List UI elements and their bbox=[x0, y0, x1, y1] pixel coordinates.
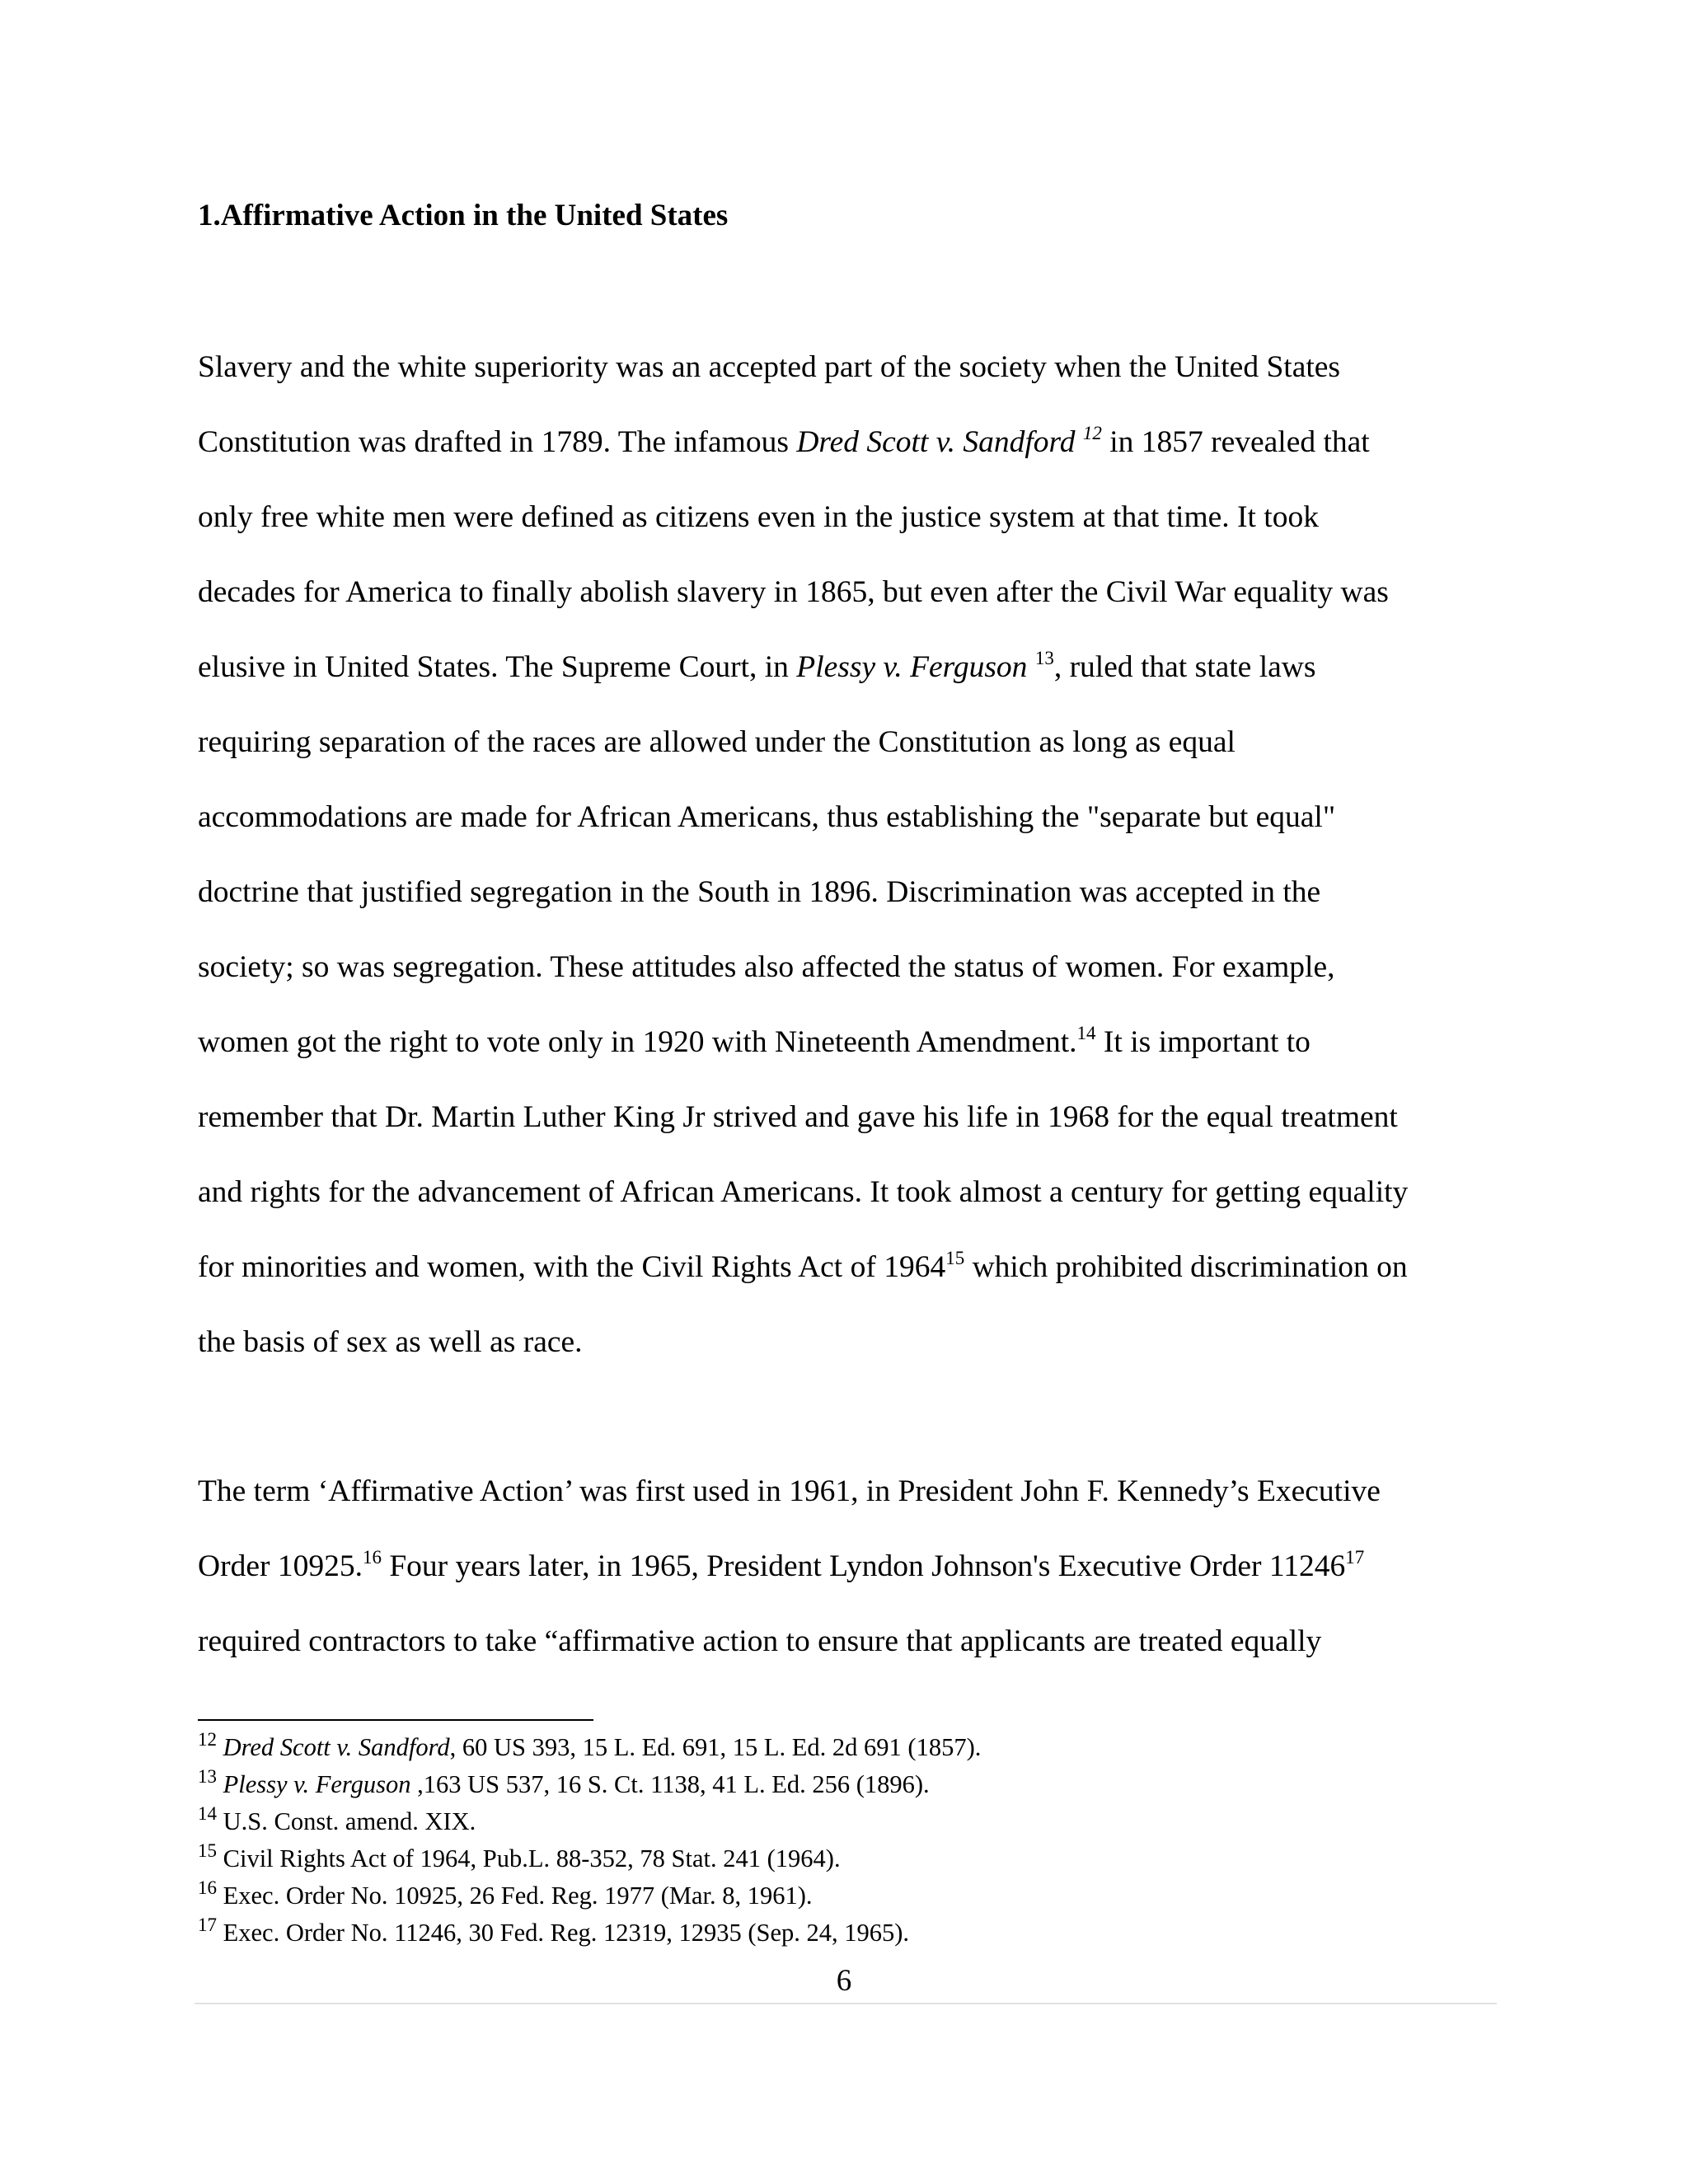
paragraph-line: the basis of sex as well as race. bbox=[198, 1325, 583, 1359]
page-bottom-divider bbox=[195, 2003, 1497, 2004]
section-title: .Affirmative Action in the United States bbox=[213, 199, 729, 232]
paragraph-line: required contractors to take “affirmative action to ensure that applicants are treated equally bbox=[198, 1624, 1322, 1658]
section-heading bbox=[198, 198, 728, 234]
footnote-list bbox=[198, 1729, 981, 1952]
footnote-16: $^{16}$ Exec. Order No. 10925, 26 Fed. Reg. 1977 (Mar. 8, 1961). bbox=[198, 1877, 813, 1910]
footnote-ref-17[interactable]: 17 bbox=[1345, 1547, 1365, 1568]
paragraph-line: only free white men were defined as citizens even in the justice system at that time. It took bbox=[198, 500, 1319, 534]
paragraph-line: accommodations are made for African Americans, thus establishing the "separate but equal" bbox=[198, 800, 1336, 834]
paragraph-line: The term ‘Affirmative Action’ was first used in 1961, in President John F. Kennedy’s Executive bbox=[198, 1474, 1381, 1508]
footnote-13: $^{13}$ Plessy v. Ferguson ,163 US 537, 16 S. Ct. 1138, 41 L. Ed. 256 (1896). bbox=[198, 1766, 930, 1798]
page-number: 6 bbox=[836, 1964, 852, 1998]
section-number: 1 bbox=[198, 199, 213, 232]
footnote-ref-12[interactable]: 12 bbox=[1082, 423, 1102, 443]
paragraph-line: for minorities and women, with the Civil Rights Act of 1964$^{15}$ which prohibited discrimination on bbox=[198, 1248, 1408, 1284]
footnote-14: $^{14}$ U.S. Const. amend. XIX. bbox=[198, 1803, 476, 1835]
footnote-ref-16[interactable]: 16 bbox=[362, 1547, 382, 1568]
footnote-12: $^{12}$ Dred Scott v. Sandford, 60 US 393, 15 L. Ed. 691, 15 L. Ed. 2d 691 (1857). bbox=[198, 1729, 982, 1761]
footnote-17: $^{17}$ Exec. Order No. 11246, 30 Fed. Reg. 12319, 12935 (Sep. 24, 1965). bbox=[198, 1915, 910, 1947]
paragraph-line: society; so was segregation. These attitudes also affected the status of women. For example, bbox=[198, 950, 1335, 984]
paragraph-line: decades for America to finally abolish slavery in 1865, but even after the Civil War equality was bbox=[198, 575, 1389, 609]
footnote-ref-15[interactable]: 15 bbox=[945, 1248, 965, 1268]
paragraph-line: remember that Dr. Martin Luther King Jr strived and gave his life in 1968 for the equal treatment bbox=[198, 1100, 1398, 1134]
paragraph-line: women got the right to vote only in 1920 with Nineteenth Amendment.$^{14}$ It is important to bbox=[198, 1023, 1311, 1059]
case-name-dred-scott: Dred Scott v. Sandford bbox=[796, 425, 1076, 459]
case-name-plessy: Plessy v. Ferguson bbox=[796, 650, 1028, 684]
paragraph-line: Order 10925.16 Four years later, in 1965, President Lyndon Johnson's Executive Order 11246$^{17}$ bbox=[198, 1547, 1365, 1583]
footnote-ref-13[interactable]: 13 bbox=[1034, 648, 1054, 668]
paragraph-line: elusive in United States. The Supreme Court, in Plessy v. Ferguson $^{13}$, ruled that state laws bbox=[198, 648, 1316, 684]
paragraph-line: requiring separation of the races are allowed under the Constitution as long as equal bbox=[198, 725, 1236, 759]
paragraph-line: Constitution was drafted in 1789. The infamous Dred Scott v. Sandford $^{12}$ in 1857 revealed that bbox=[198, 423, 1370, 459]
footnote-separator bbox=[198, 1719, 593, 1721]
footnote-15: $^{15}$ Civil Rights Act of 1964, Pub.L. 88-352, 78 Stat. 241 (1964). bbox=[198, 1840, 841, 1872]
paragraph-line: and rights for the advancement of African Americans. It took almost a century for getting equality bbox=[198, 1175, 1409, 1209]
paragraph-line: Slavery and the white superiority was an accepted part of the society when the United States bbox=[198, 350, 1341, 384]
footnote-ref-14[interactable]: 14 bbox=[1076, 1023, 1096, 1043]
paragraph-line: doctrine that justified segregation in the South in 1896. Discrimination was accepted in the bbox=[198, 875, 1321, 909]
